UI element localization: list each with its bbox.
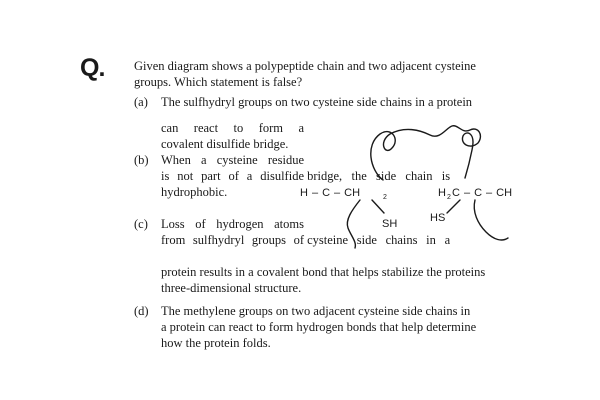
- right-hs-label: HS: [430, 212, 446, 224]
- option-c-label: (c): [134, 217, 148, 231]
- option-a: [134, 94, 472, 110]
- left-h: H: [300, 187, 308, 199]
- chain-segment-left-bottom: [347, 200, 360, 248]
- option-d-line-3: how the protein folds.: [161, 336, 271, 350]
- option-d-continued: [161, 319, 476, 351]
- svg-text:H–C–CH: H – C – CH: [300, 187, 361, 199]
- option-c-wide: [161, 264, 485, 296]
- svg-text:2: 2: [383, 194, 387, 201]
- right-cysteine-group: [430, 187, 512, 224]
- option-c-line-2: from sulfhydryl groups of: [161, 233, 304, 247]
- left-sh-label: SH: [382, 218, 398, 230]
- option-d-line-2: a protein can react to form hydrogen bonds that help determine: [161, 320, 477, 334]
- svg-text:C–C–CH: C – C – CH: [452, 187, 513, 199]
- svg-text:2: 2: [447, 194, 451, 201]
- option-a-line-1: The sulfhydryl groups on two cysteine side chains in a protein: [161, 95, 473, 109]
- chain-segment-right-bottom: [474, 200, 508, 240]
- option-c-line-4: protein results in a covalent bond that helps stabilize the proteins: [161, 265, 486, 279]
- right-h: H: [438, 187, 446, 199]
- option-c: [134, 216, 304, 232]
- option-c-line-1: Loss of hydrogen atoms: [161, 217, 304, 231]
- option-b-line-2: is not part of a disulfide: [161, 169, 304, 183]
- question-stem: [134, 58, 476, 90]
- stem-line-1: Given diagram shows a polypeptide chain and two adjacent cysteine: [134, 59, 476, 73]
- left-sh-bond: [372, 200, 384, 213]
- option-d-label: (d): [134, 304, 149, 318]
- option-b-line-4: hydrophobic.: [161, 185, 228, 199]
- svg-text:H: [438, 187, 446, 199]
- right-hs-bond: [447, 200, 460, 213]
- question-marker: Q.: [80, 54, 105, 82]
- option-a-line-3: covalent disulfide bridge.: [161, 137, 289, 151]
- option-a-line-2: can react to form a: [161, 121, 304, 135]
- option-b-label: (b): [134, 153, 149, 167]
- option-c-line-5: three-dimensional structure.: [161, 281, 302, 295]
- option-d: [134, 303, 470, 319]
- polypeptide-diagram: [300, 120, 540, 260]
- option-c-line-3: cysteine side chains in a: [307, 233, 451, 247]
- stem-line-2: groups. Which statement is false?: [134, 75, 303, 89]
- option-a-continued: [161, 120, 304, 152]
- left-cysteine-group: [300, 187, 397, 230]
- option-b-line-1: When a cysteine residue: [161, 153, 304, 167]
- option-a-label: (a): [134, 95, 148, 109]
- option-d-line-1: The methylene groups on two adjacent cysteine side chains in: [161, 304, 471, 318]
- option-b-line-3: bridge, the side chain is: [307, 169, 451, 183]
- chain-segment-top: [371, 126, 481, 180]
- option-b: [134, 152, 304, 168]
